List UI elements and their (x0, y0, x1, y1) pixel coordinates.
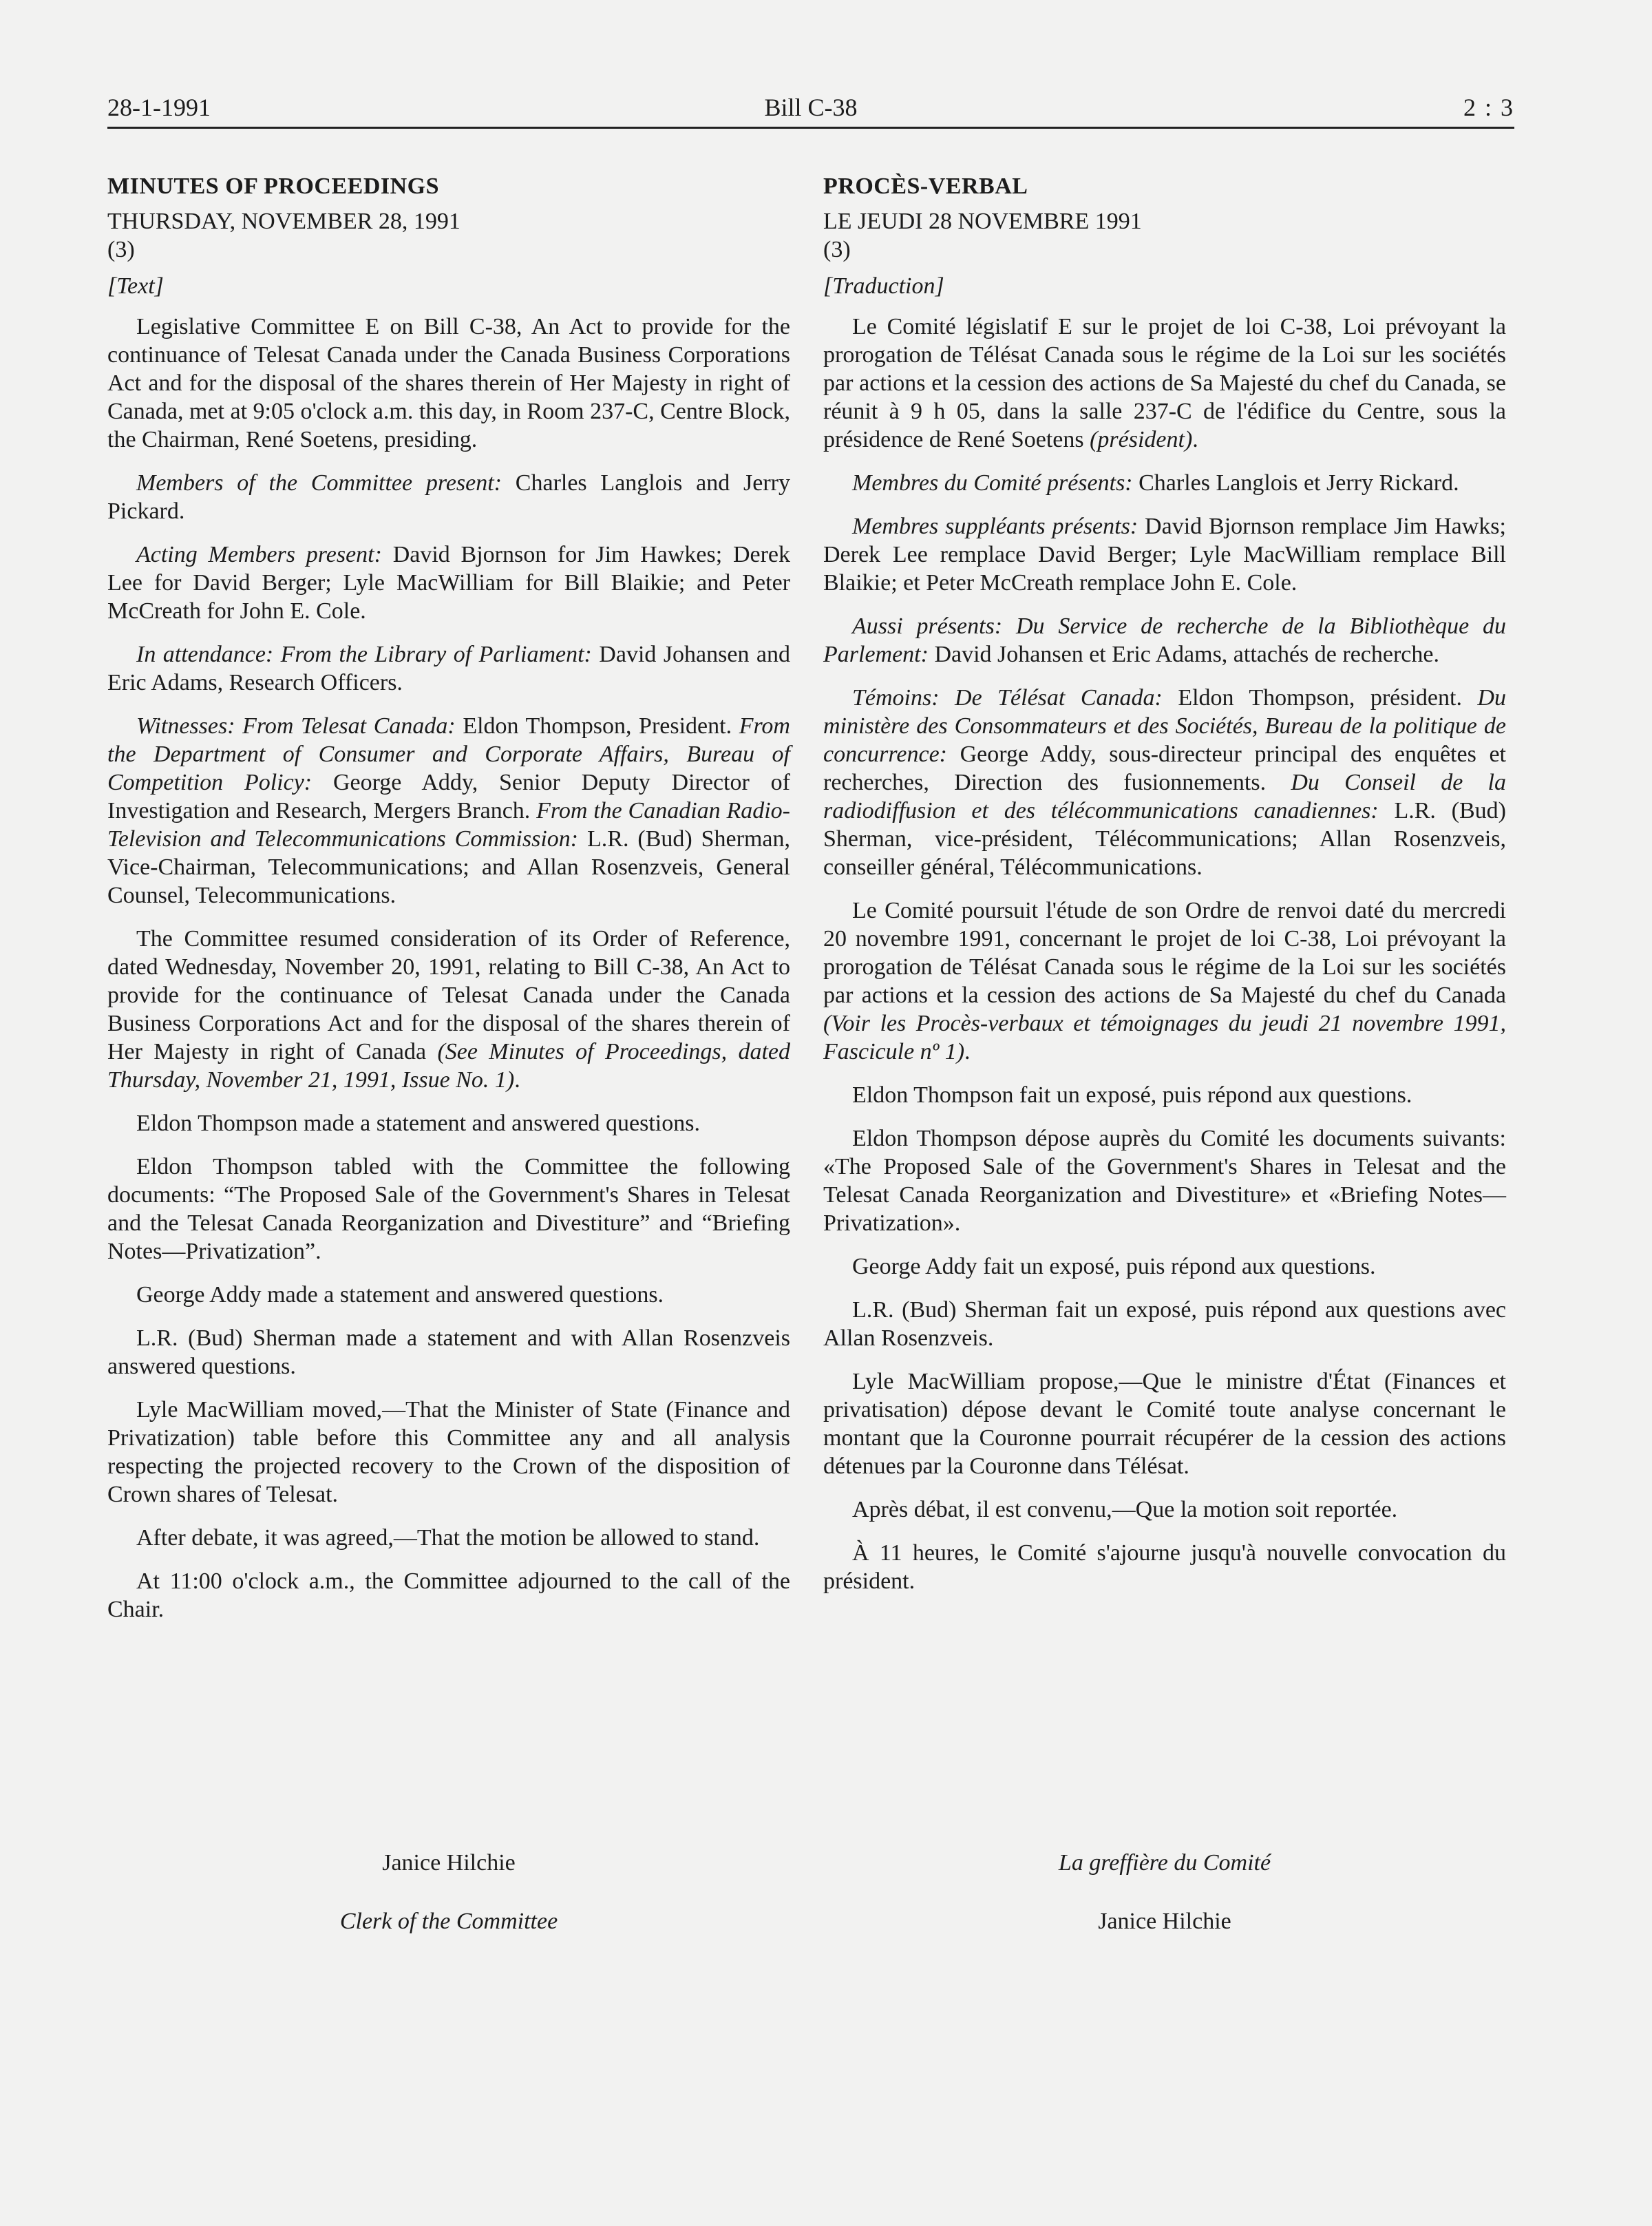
adjourn-paragraph-fr: À 11 heures, le Comité s'ajourne jusqu'à nouvelle convocation du président. (823, 1540, 1506, 1594)
meeting-date-fr: LE JEUDI 28 NOVEMBRE 1991 (823, 209, 1142, 234)
header-bill: Bill C-38 (764, 94, 858, 121)
minutes-heading: MINUTES OF PROCEEDINGS (107, 174, 440, 199)
clerk-title: Clerk of the Committee (339, 1909, 558, 1934)
header-page-number: 2 : 3 (1463, 94, 1514, 121)
acting-members-paragraph (107, 540, 790, 625)
opening-paragraph: Legislative Committee E on Bill C-38, An Act to provide for the continuance of Telesat Canada under the Canada Business Corporations Act and for the disposal of the shares therein of Her Majesty in right of Canada, met at 9:05 o'clock a.m. this day, in Room 237-C, Centre Block, the Chairman, René Soetens, presiding. (107, 314, 790, 452)
witnesses-text-2-fr: George Addy, sous-directeur principal des enquêtes et recherches, Direction des fusionnements. (823, 742, 1506, 795)
witnesses-org-3-fr: Du Conseil de la radiodiffusion et des télécommunications canadiennes: (823, 770, 1507, 823)
resumed-text-fr: Le Comité poursuit l'étude de son Ordre de renvoi daté du mercredi 20 novembre 1991, concernant le projet de loi C-38, Loi prévoyant la prorogation de Télésat Canada sous le régime de la Loi sur les sociétés par actions et la cession des actions de Sa Majesté du chef du Canada (823, 898, 1506, 1008)
acting-text-fr: David Bjornson remplace Jim Hawks; Derek Lee remplace David Berger; Lyle MacWilliam remplace Bill Blaikie; et Peter McCreath remplace John E. Cole. (823, 514, 1506, 596)
meeting-number-fr: (3) (823, 237, 851, 262)
sherman-statement-fr: L.R. (Bud) Sherman fait un exposé, puis répond aux questions avec Allan Rosenzveis. (823, 1297, 1506, 1351)
resumed-paragraph-fr (823, 896, 1506, 1066)
thompson-documents: Eldon Thompson tabled with the Committee the following documents: “The Proposed Sale of the Government's Shares in Telesat and the Telesat Canada Reorganization and Divestiture” and “Briefing Notes—Privatization”. (107, 1154, 790, 1264)
witnesses-text-3: L.R. (Bud) Sherman, Vice-Chairman, Telecommunications; and Allan Rosenzveis, General Counsel, Telecommunications. (107, 826, 790, 908)
witnesses-paragraph-fr (823, 684, 1506, 881)
attendance-paragraph (107, 640, 790, 697)
resumed-paragraph (107, 925, 790, 1094)
witnesses-label: Witnesses: From Telesat Canada: (136, 713, 456, 739)
adjourn-paragraph: At 11:00 o'clock a.m., the Committee adjourned to the call of the Chair. (107, 1568, 790, 1622)
acting-text: David Bjornson for Jim Hawkes; Derek Lee for David Berger; Lyle MacWilliam for Bill Blaikie; and Peter McCreath for John E. Cole. (107, 542, 790, 624)
witnesses-label-fr: Témoins: De Télésat Canada: (852, 685, 1163, 711)
french-column (823, 172, 1506, 1610)
attendance-label: In attendance: From the Library of Parliament: (136, 642, 592, 667)
members-paragraph (107, 469, 790, 525)
attendance-text: David Johansen and Eric Adams, Research Officers. (107, 642, 790, 695)
addy-statement: George Addy made a statement and answered questions. (136, 1282, 664, 1308)
header-date: 28-1-1991 (107, 94, 211, 121)
witnesses-text-2: George Addy, Senior Deputy Director of Investigation and Research, Mergers Branch. (107, 770, 790, 823)
meeting-date: THURSDAY, NOVEMBER 28, 1991 (107, 209, 460, 234)
clerk-name: Janice Hilchie (382, 1850, 516, 1876)
acting-label-fr: Membres suppléants présents: (852, 514, 1139, 539)
acting-label: Acting Members present: (136, 542, 382, 567)
greffiere-title: La greffière du Comité (1058, 1850, 1271, 1876)
debate-paragraph: After debate, it was agreed,—That the motion be allowed to stand. (136, 1525, 760, 1551)
thompson-statement: Eldon Thompson made a statement and answered questions. (136, 1111, 700, 1136)
resumed-text: The Committee resumed consideration of its Order of Reference, dated Wednesday, November 20, 1991, relating to Bill C-38, An Act to provide for the continuance of Telesat Canada under the Canada Business Corporations Act and for the disposal of the shares therein of Her Majesty in right of Canada (107, 926, 790, 1064)
meeting-number: (3) (107, 237, 135, 262)
witnesses-text-3-fr: L.R. (Bud) Sherman, vice-président, Télécommunications; Allan Rosenzveis, conseiller général, Télécommunications. (823, 798, 1506, 880)
macwilliam-motion: Lyle MacWilliam moved,—That the Minister of State (Finance and Privatization) table before this Committee any and all analysis respecting the projected recovery to the Crown of the disposition of Crown shares of Telesat. (107, 1397, 790, 1507)
debate-paragraph-fr: Après débat, il est convenu,—Que la motion soit reportée. (852, 1497, 1398, 1522)
attendance-paragraph-fr (823, 612, 1506, 669)
members-text-fr: Charles Langlois et Jerry Rickard. (1132, 470, 1459, 496)
traduction-label: [Traduction] (823, 273, 944, 299)
signature-block-en (107, 1849, 790, 1966)
resumed-reference-fr: (Voir les Procès-verbaux et témoignages du jeudi 21 novembre 1991, Fascicule nº 1) (823, 1011, 1506, 1064)
resumed-reference: (See Minutes of Proceedings, dated Thursday, November 21, 1991, Issue No. 1) (107, 1039, 791, 1093)
opening-paragraph-fr (823, 313, 1506, 454)
witnesses-org-3: From the Canadian Radio-Television and Telecommunications Commission: (107, 798, 790, 852)
greffiere-name: Janice Hilchie (1098, 1909, 1231, 1934)
members-text: Charles Langlois and Jerry Pickard. (107, 470, 790, 524)
opening-end-fr: . (1192, 427, 1198, 452)
attendance-text-fr: David Johansen et Eric Adams, attachés de recherche. (928, 642, 1439, 667)
resumed-end: . (514, 1067, 520, 1093)
thompson-statement-fr: Eldon Thompson fait un exposé, puis répond aux questions. (852, 1082, 1412, 1108)
witnesses-org-2-fr: Du ministère des Consommateurs et des Sociétés, Bureau de la politique de concurrence: (823, 685, 1506, 767)
thompson-documents-fr: Eldon Thompson dépose auprès du Comité les documents suivants: «The Proposed Sale of the Government's Shares in Telesat and the Telesat Canada Reorganization and Divestiture» et «Briefing Notes—Privatization». (823, 1126, 1506, 1236)
witnesses-org-2: From the Department of Consumer and Corporate Affairs, Bureau of Competition Policy: (107, 713, 790, 795)
witnesses-text-1-fr: Eldon Thompson, président. (1162, 685, 1478, 711)
attendance-label-fr: Aussi présents: Du Service de recherche de la Bibliothèque du Parlement: (823, 613, 1506, 667)
macwilliam-motion-fr: Lyle MacWilliam propose,—Que le ministre d'État (Finances et privatisation) dépose devant le Comité toute analyse concernant le montant que la Couronne pourrait récupérer de la cession des actions détenues par la Couronne dans Télésat. (823, 1369, 1506, 1479)
english-column (107, 172, 790, 1639)
members-label-fr: Membres du Comité présents: (852, 470, 1133, 496)
opening-text-fr: Le Comité législatif E sur le projet de loi C-38, Loi prévoyant la prorogation de Télésat Canada sous le régime de la Loi sur les sociétés par actions et la cession des actions de Sa Majesté du chef du Canada, se réunit à 9 h 05, dans la salle 237-C de l'édifice du Centre, sous la présidence de René Soetens (823, 314, 1506, 452)
witnesses-paragraph (107, 712, 790, 910)
acting-members-paragraph-fr (823, 512, 1506, 597)
members-paragraph-fr (823, 469, 1506, 497)
sherman-statement: L.R. (Bud) Sherman made a statement and with Allan Rosenzveis answered questions. (107, 1325, 790, 1379)
resumed-end-fr: . (964, 1039, 971, 1064)
proces-verbal-heading: PROCÈS-VERBAL (823, 174, 1028, 199)
page-header (107, 88, 1514, 129)
text-label: [Text] (107, 273, 164, 299)
witnesses-text-1: Eldon Thompson, President. (455, 713, 739, 739)
signature-block-fr (823, 1849, 1506, 1966)
president-label-fr: (président) (1090, 427, 1193, 452)
addy-statement-fr: George Addy fait un exposé, puis répond aux questions. (852, 1254, 1376, 1279)
members-label: Members of the Committee present: (136, 470, 502, 496)
